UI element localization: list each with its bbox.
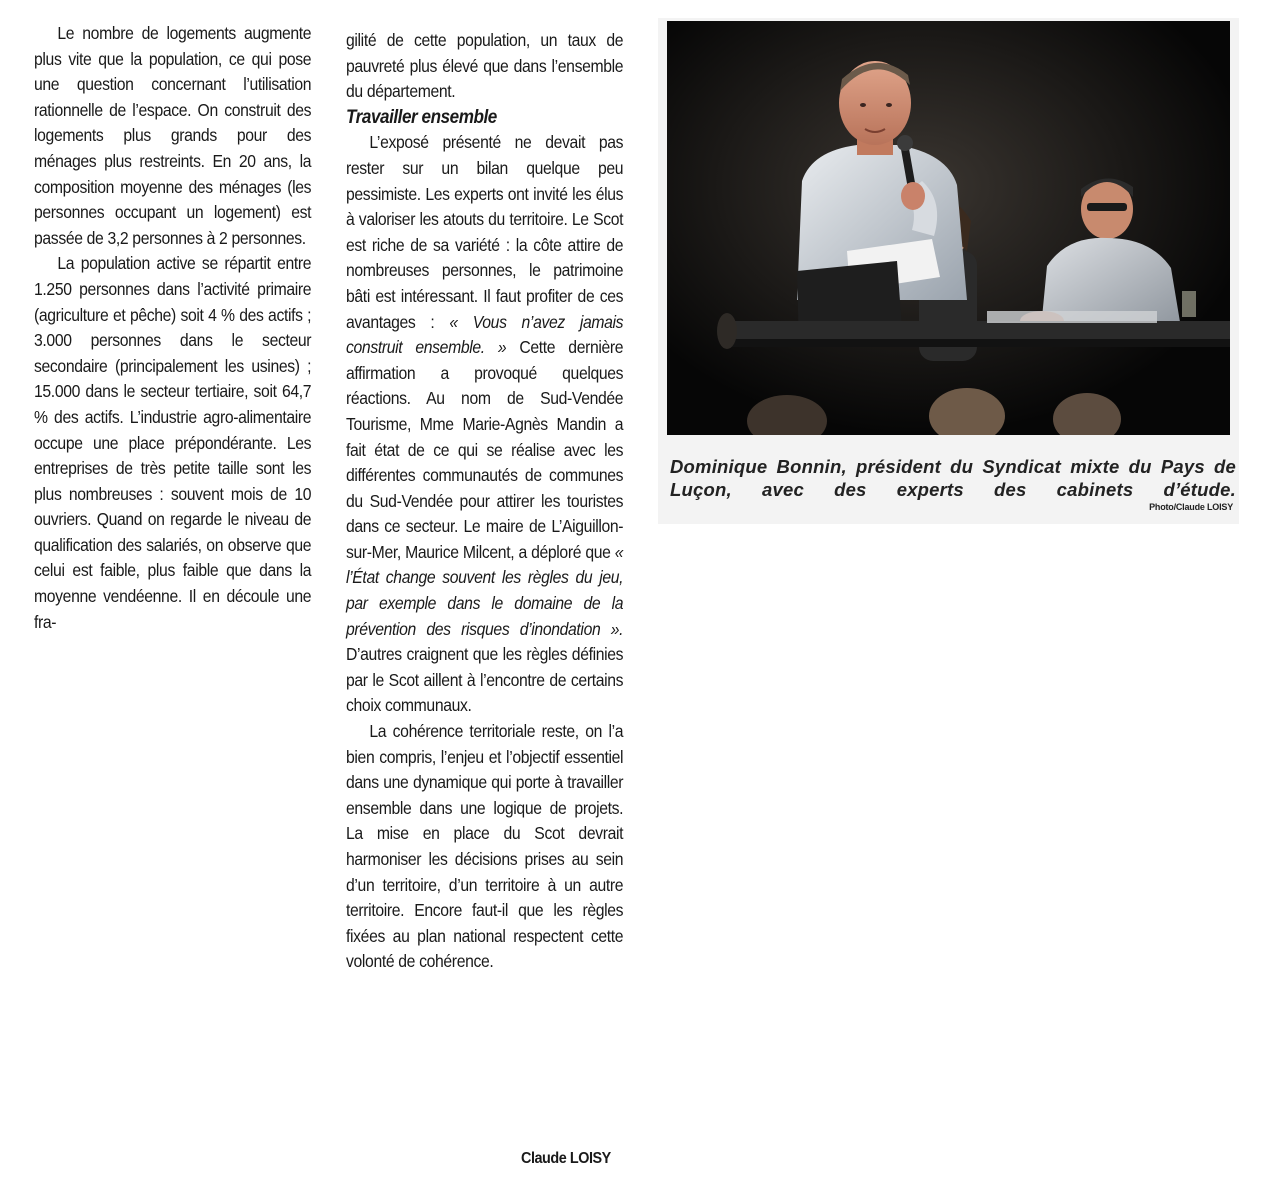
photo-credit: Photo/Claude LOISY [1149, 502, 1233, 512]
press-photo [667, 21, 1230, 435]
quote: « l’État change souvent les règles du jeu, par exemple dans le domaine de la prévention des risques d’inondation ». [346, 541, 624, 639]
subheading: Travailler ensemble [346, 106, 497, 128]
photo-caption: Dominique Bonnin, président du Syndicat mixte du Pays de Luçon, avec des experts des cabinets d’étude. [670, 456, 1236, 500]
paragraph-text: D’autres craignent que les règles définies par le Scot aillent à l’encontre de certains choix communaux. [346, 644, 624, 716]
paragraph-text: Cette dernière affirmation a provoqué quelques réactions. Au nom de Sud-Vendée Tourisme, Mme Marie-Agnès Mandin a fait état de ce qui se réalise avec les différentes communautés de communes du Sud-Vendée pour attirer les touristes dans ce secteur. Le maire de L’Aiguillon-sur-Mer, Maurice Milcent, a déploré que [346, 337, 624, 562]
paragraph-text: L’exposé présenté ne devait pas rester sur un bilan quelque peu pessimiste. Les experts ont invité les élus à valoriser les atouts du territoire. Le Scot est riche de sa variété : la côte attire de nombreuses personnes, le patrimoine bâti est intéressant. Il faut profiter de ces avantages : [346, 132, 624, 332]
article-column-1 [34, 21, 311, 635]
paragraph: La cohérence territoriale reste, on l’a bien compris, l’enjeu et l’objectif essentiel dans une dynamique qui porte à travailler ensemble dans une logique de projets. La mise en place du Scot devrait harmoniser les décisions prises au sein d’un territoire, d’un territoire à un autre territoire. Encore faut-il que les règles fixées au plan national respectent cette volonté de cohérence. [346, 721, 624, 972]
paragraph: Le nombre de logements augmente plus vite que la population, ce qui pose une question concernant l’utilisation rationnelle de l’espace. On construit des logements plus grands pour des ménages plus restreints. En 20 ans, la composition moyenne des ménages (les personnes occupant un logement) est passée de 3,2 personnes à 2 personnes. [34, 23, 312, 248]
paragraph: La population active se répartit entre 1.250 personnes dans l’activité primaire (agriculture et pêche) soit 4 % des actifs ; 3.000 personnes dans le secteur secondaire (principalement les usines) ; 15.000 dans le secteur tertiaire, soit 64,7 % des actifs. L’industrie agro-alimentaire occupe une place prépondérante. Les entreprises de très petite taille sont les plus nombreuses : souvent mois de 10 ouvriers. Quand on regarde le niveau de qualification des salariés, on observe que celui est faible, plus faible que dans la moyenne vendéenne. Il en découle une fra- [34, 253, 312, 632]
photo-block [658, 18, 1239, 524]
paragraph [346, 130, 623, 719]
quote: « Vous n’avez jamais construit ensemble. » [346, 311, 624, 358]
press-photo-illustration [667, 21, 1230, 435]
article-column-2 [346, 28, 623, 975]
paragraph: gilité de cette population, un taux de pauvreté plus élevé que dans l’ensemble du département. [346, 30, 624, 102]
author-signature: Claude LOISY [521, 1150, 611, 1167]
